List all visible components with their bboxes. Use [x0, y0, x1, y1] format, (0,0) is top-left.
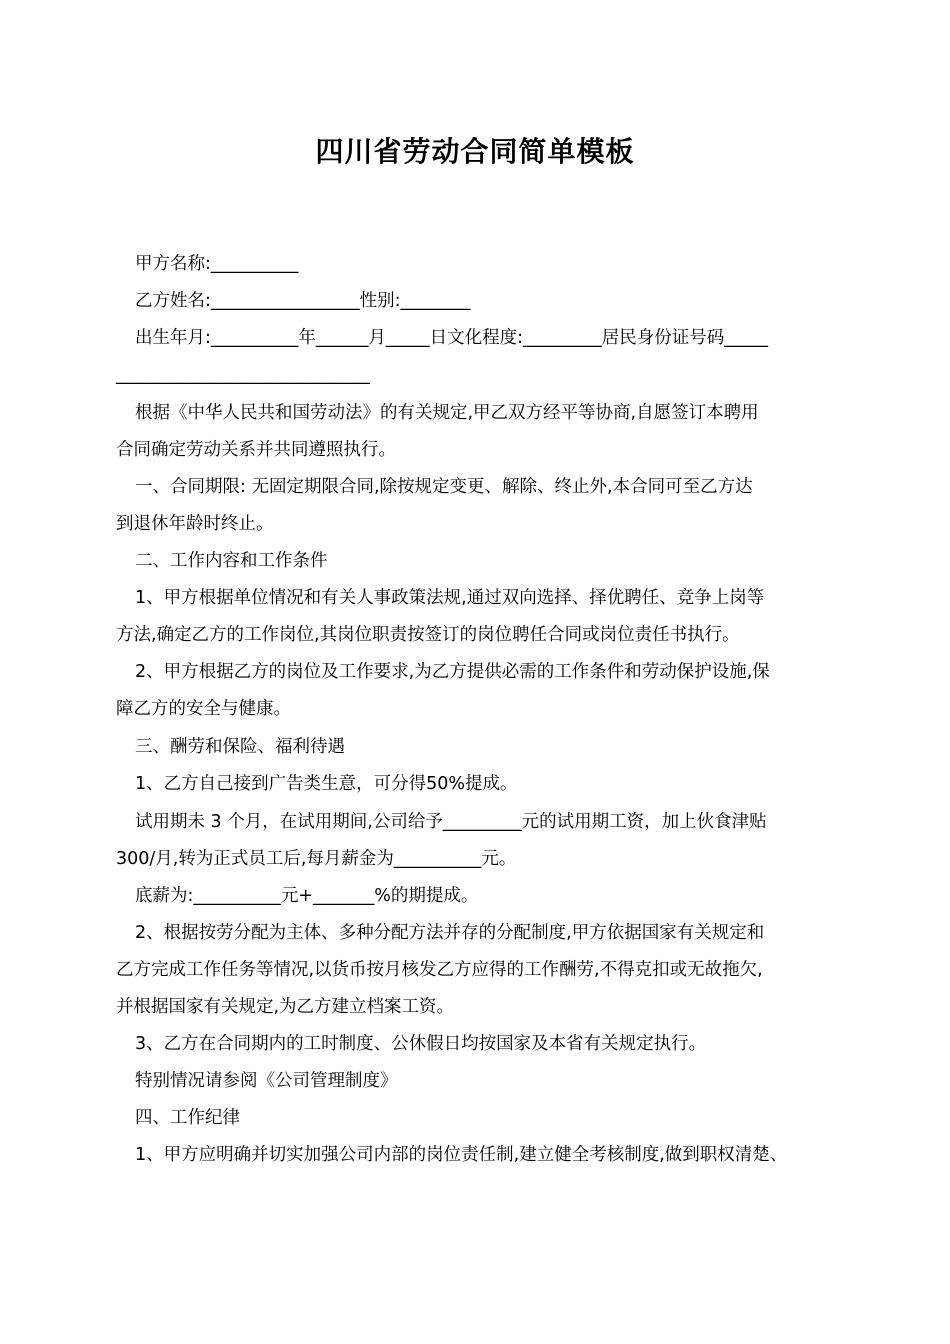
- section-3-item-1: 1、乙方自己接到广告类生意，可分得50%提成。: [135, 774, 518, 794]
- id-number-continuation-line: _____________________________: [116, 365, 370, 385]
- section-4-item-1-line-1: 1、甲方应明确并切实加强公司内部的岗位责任制,建立健全考核制度,做到职权清楚、: [135, 1145, 788, 1165]
- section-3-item-3: 3、乙方在合同期内的工时制度、公休假日均按国家及本省有关规定执行。: [135, 1034, 707, 1054]
- party-b-name-line: 乙方姓名:_________________性别:________: [135, 291, 471, 311]
- section-3-item-2-line-3: 并根据国家有关规定,为乙方建立档案工资。: [116, 997, 455, 1017]
- document-title: 四川省劳动合同简单模板: [315, 135, 635, 168]
- base-salary-line: 底薪为:__________元+_______%的期提成。: [135, 886, 479, 906]
- preamble-line-2: 合同确定劳动关系并共同遵照执行。: [116, 440, 396, 460]
- party-a-name-line: 甲方名称:__________: [135, 254, 299, 274]
- probation-line-2: 300/月,转为正式员工后,每月薪金为__________元。: [116, 849, 517, 869]
- section-1-term-line-2: 到退休年龄时终止。: [116, 514, 274, 534]
- section-3-heading: 三、酬劳和保险、福利待遇: [135, 737, 345, 757]
- preamble-line-1: 根据《中华人民共和国劳动法》的有关规定,甲乙双方经平等协商,自愿签订本聘用: [135, 403, 759, 423]
- probation-line-1: 试用期未 3 个月，在试用期间,公司给予_________元的试用期工资，加上伙食津贴: [135, 812, 767, 832]
- section-1-term-line-1: 一、合同期限: 无固定期限合同,除按规定变更、解除、终止外,本合同可至乙方达: [135, 477, 753, 497]
- special-case-note: 特别情况请参阅《公司管理制度》: [135, 1071, 398, 1091]
- section-4-heading: 四、工作纪律: [135, 1108, 240, 1128]
- section-2-heading: 二、工作内容和工作条件: [135, 551, 328, 571]
- section-3-item-2-line-2: 乙方完成工作任务等情况,以货币按月核发乙方应得的工作酬劳,不得克扣或无故拖欠,: [116, 960, 763, 980]
- section-2-item-1-line-1: 1、甲方根据单位情况和有关人事政策法规,通过双向选择、择优聘任、竞争上岗等: [135, 588, 765, 608]
- section-3-item-2-line-1: 2、根据按劳分配为主体、多种分配方法并存的分配制度,甲方依据国家有关规定和: [135, 923, 765, 943]
- birth-education-id-line: 出生年月:__________年______月_____日文化程度:_________居民身份证号码_____: [135, 328, 769, 348]
- section-2-item-2-line-1: 2、甲方根据乙方的岗位及工作要求,为乙方提供必需的工作条件和劳动保护设施,保: [135, 662, 770, 682]
- section-2-item-2-line-2: 障乙方的安全与健康。: [116, 699, 291, 719]
- section-2-item-1-line-2: 方法,确定乙方的工作岗位,其岗位职责按签订的岗位聘任合同或岗位责任书执行。: [116, 625, 740, 645]
